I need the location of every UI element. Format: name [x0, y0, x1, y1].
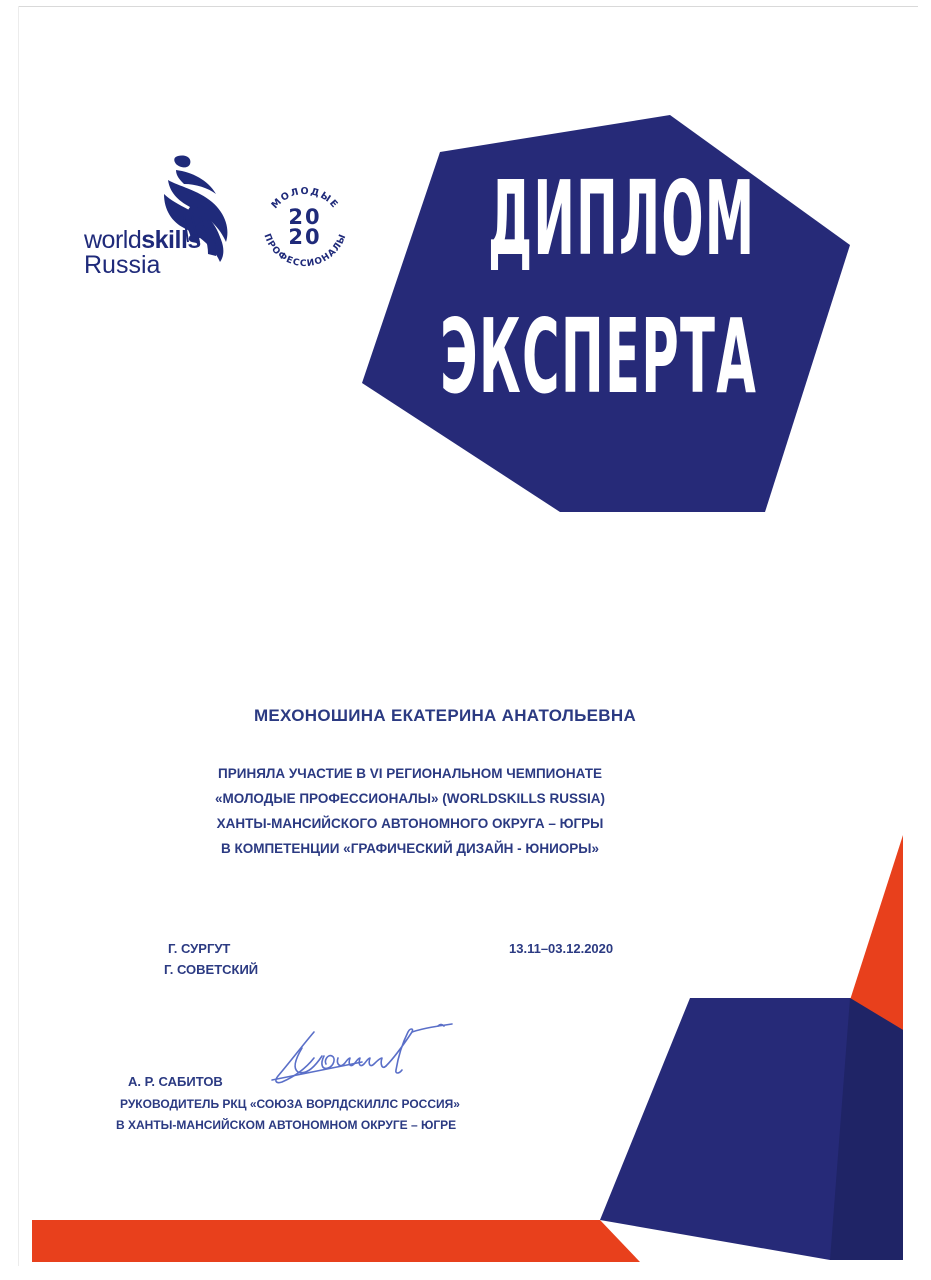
signatory-role-line1: РУКОВОДИТЕЛЬ РКЦ «СОЮЗА ВОРЛДСКИЛЛС РОССИЯ»	[120, 1097, 460, 1111]
description-line-4: В КОМПЕТЕНЦИИ «ГРАФИЧЕСКИЙ ДИЗАЙН - ЮНИОРЫ»	[220, 841, 600, 856]
location-city-2: Г. СОВЕТСКИЙ	[164, 962, 259, 977]
description-line-2: «МОЛОДЫЕ ПРОФЕССИОНАЛЫ» (WORLDSKILLS RUSSIA)	[215, 791, 605, 806]
young-professionals-logo	[255, 180, 355, 280]
signatory-role-line2: В ХАНТЫ-МАНСИЙСКОМ АВТОНОМНОМ ОКРУГЕ – ЮГРЕ	[116, 1118, 457, 1132]
signatory-name: А. Р. САБИТОВ	[128, 1074, 223, 1089]
worldskills-word-skills: skills	[141, 226, 201, 254]
location-city-1: Г. СУРГУТ	[168, 941, 231, 956]
diploma-title-line1: ДИПЛОМ	[488, 159, 756, 279]
handwritten-signature	[262, 1018, 467, 1093]
year-top: 20	[288, 205, 322, 229]
worldskills-wordmark	[84, 228, 201, 253]
event-dates: 13.11–03.12.2020	[509, 941, 614, 956]
description-line-3: ХАНТЫ-МАНСИЙСКОГО АВТОНОМНОГО ОКРУГА – ЮГРЫ	[216, 816, 604, 831]
description-line-1: ПРИНЯЛА УЧАСТИЕ В VI РЕГИОНАЛЬНОМ ЧЕМПИОНАТЕ	[218, 766, 602, 781]
year-bottom: 20	[288, 225, 322, 249]
recipient-name: МЕХОНОШИНА ЕКАТЕРИНА АНАТОЛЬЕВНА	[253, 706, 637, 725]
diploma-title-line2: ЭКСПЕРТА	[440, 297, 758, 417]
arc-top-text: МОЛОДЫЕ	[269, 185, 341, 212]
worldskills-country: Russia	[84, 251, 161, 279]
worldskills-word-world: world	[84, 226, 142, 254]
arc-bottom-text: ПРОФЕССИОНАЛЫ	[261, 232, 349, 270]
red-bottom-band	[32, 1220, 640, 1262]
